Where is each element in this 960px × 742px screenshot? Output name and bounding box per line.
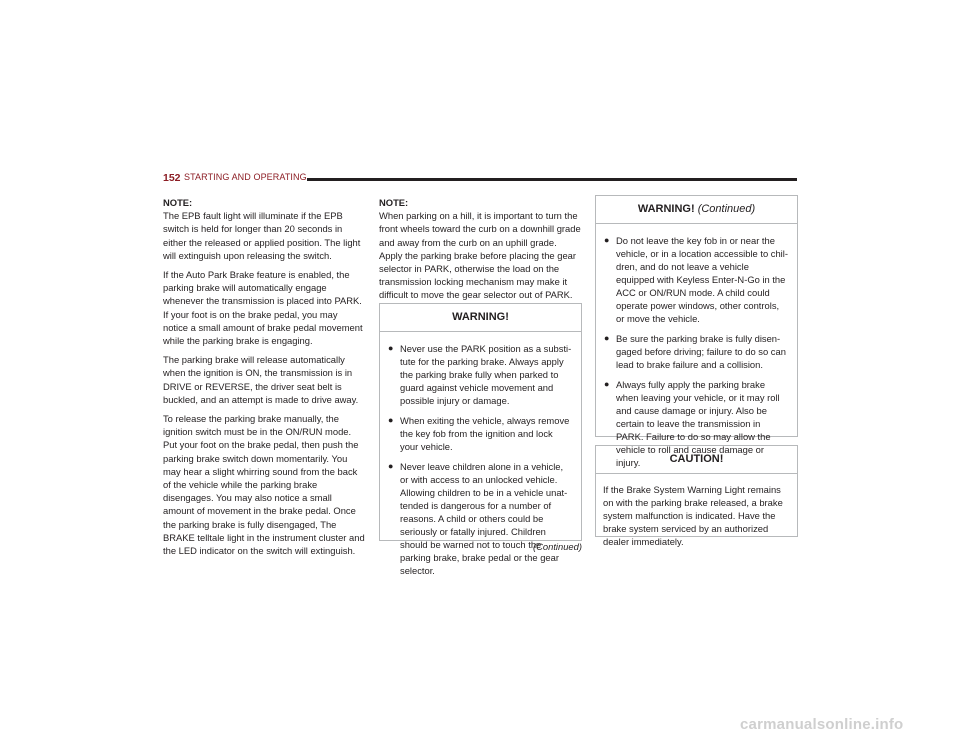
note-label: NOTE: [163,197,193,208]
list-item [604,332,789,371]
note-text: The EPB fault light will illuminate if the EPB switch is held for longer than 20 seconds in either the released or applied position. The light will extinguish upon releasing the switch. [163,210,361,261]
left-column [163,196,365,563]
header-rule [307,178,797,181]
watermark: carmanualsonline.info [740,716,904,733]
bullet-icon: ● [388,343,394,353]
bullet-icon: ● [604,333,610,343]
middle-column [379,196,581,308]
note-block [379,196,581,302]
bullet-icon: ● [604,235,610,245]
warning-title: WARNING! [380,304,581,332]
paragraph: The parking brake will release automatically when the ignition is ON, the transmission is in DRIVE or REVERSE, the driver seat belt is buckled, and an attempt is made to drive away. [163,354,359,405]
list-item-text: Never use the PARK position as a substi-tute for the parking brake. Always apply the parking brake fully when parked to guard against vehicle movement and possible injury or damage. [400,343,572,406]
bullet-icon: ● [388,415,394,425]
note-block [163,196,365,262]
bullet-icon: ● [604,379,610,389]
note-label: NOTE: [379,197,409,208]
list-item-text: Be sure the parking brake is fully disen-gaged before driving; failure to do so can lead to brake failure and a collision. [616,333,786,370]
list-item [388,342,573,407]
paragraph: If the Auto Park Brake feature is enabled, the parking brake will automatically engage whenever the transmission is placed into PARK. If your foot is on the brake pedal, you may notice a small amount of brake pedal movement while the parking brake is engaging. [163,269,363,347]
caution-box [595,445,798,547]
list-item [604,234,789,325]
caution-title: CAUTION! [596,446,797,474]
note-text: When parking on a hill, it is important to turn the front wheels toward the curb on a downhill grade and away from the curb on an uphill grade. Apply the parking brake before placing the gear selector in PARK, otherwise the load on the transmission locking mechanism may make it difficult to move the gear selector out of PARK. [379,210,581,301]
list-item-text: Never leave children alone in a vehicle, or with access to an unlocked vehicle. Allowing children to be in a vehicle unat-tended is dangerous for a number of reasons. A child or others could be seriously or fatally injured. Children should be warned not to touch the parking brake, brake pedal or the gear selector. [400,461,568,576]
page-number: 152 [163,172,181,184]
warning-title-suffix: (Continued) [697,203,756,215]
list-item [388,414,573,453]
caution-text: If the Brake System Warning Light remains on with the parking brake released, a brake system malfunction is indicated. Have the brake system serviced by an authorized dealer immediately. [603,484,783,547]
continued-label: (Continued) [533,541,582,552]
warning-title [596,196,797,224]
bullet-icon: ● [388,461,394,471]
list-item-text: Do not leave the key fob in or near the vehicle, or in a location accessible to chil-dren, and do not leave a vehicle equipped with Keyless Enter-N-Go in the ACC or ON/RUN mode. A child could operate power windows, other controls, or move the vehicle. [616,235,788,324]
section-title: STARTING AND OPERATING [184,172,307,182]
warning-title-text: WARNING! [637,203,695,215]
paragraph: To release the parking brake manually, the ignition switch must be in the ON/RUN mode. Put your foot on the brake pedal, then push the parking brake switch down momentarily. You may hear a slight whirring sound from the back of the vehicle while the parking brake disengages. You may also notice a small amount of movement in the brake pedal. Once the parking brake is fully disengaged, The BRAKE telltale light in the instrument cluster and the LED indicator on the switch will extinguish. [163,413,365,557]
list-item-text: When exiting the vehicle, always remove the key fob from the ignition and lock your vehicle. [400,415,570,452]
list-item [388,460,573,577]
page-header [163,170,797,186]
warning-list [596,224,797,480]
list-item-text: Always fully apply the parking brake when leaving your vehicle, or it may roll and cause damage or injury. Also be certain to leave the transmission in PARK. Failure to do so may allow the vehicle to roll and cause damage or injury. [616,379,780,468]
